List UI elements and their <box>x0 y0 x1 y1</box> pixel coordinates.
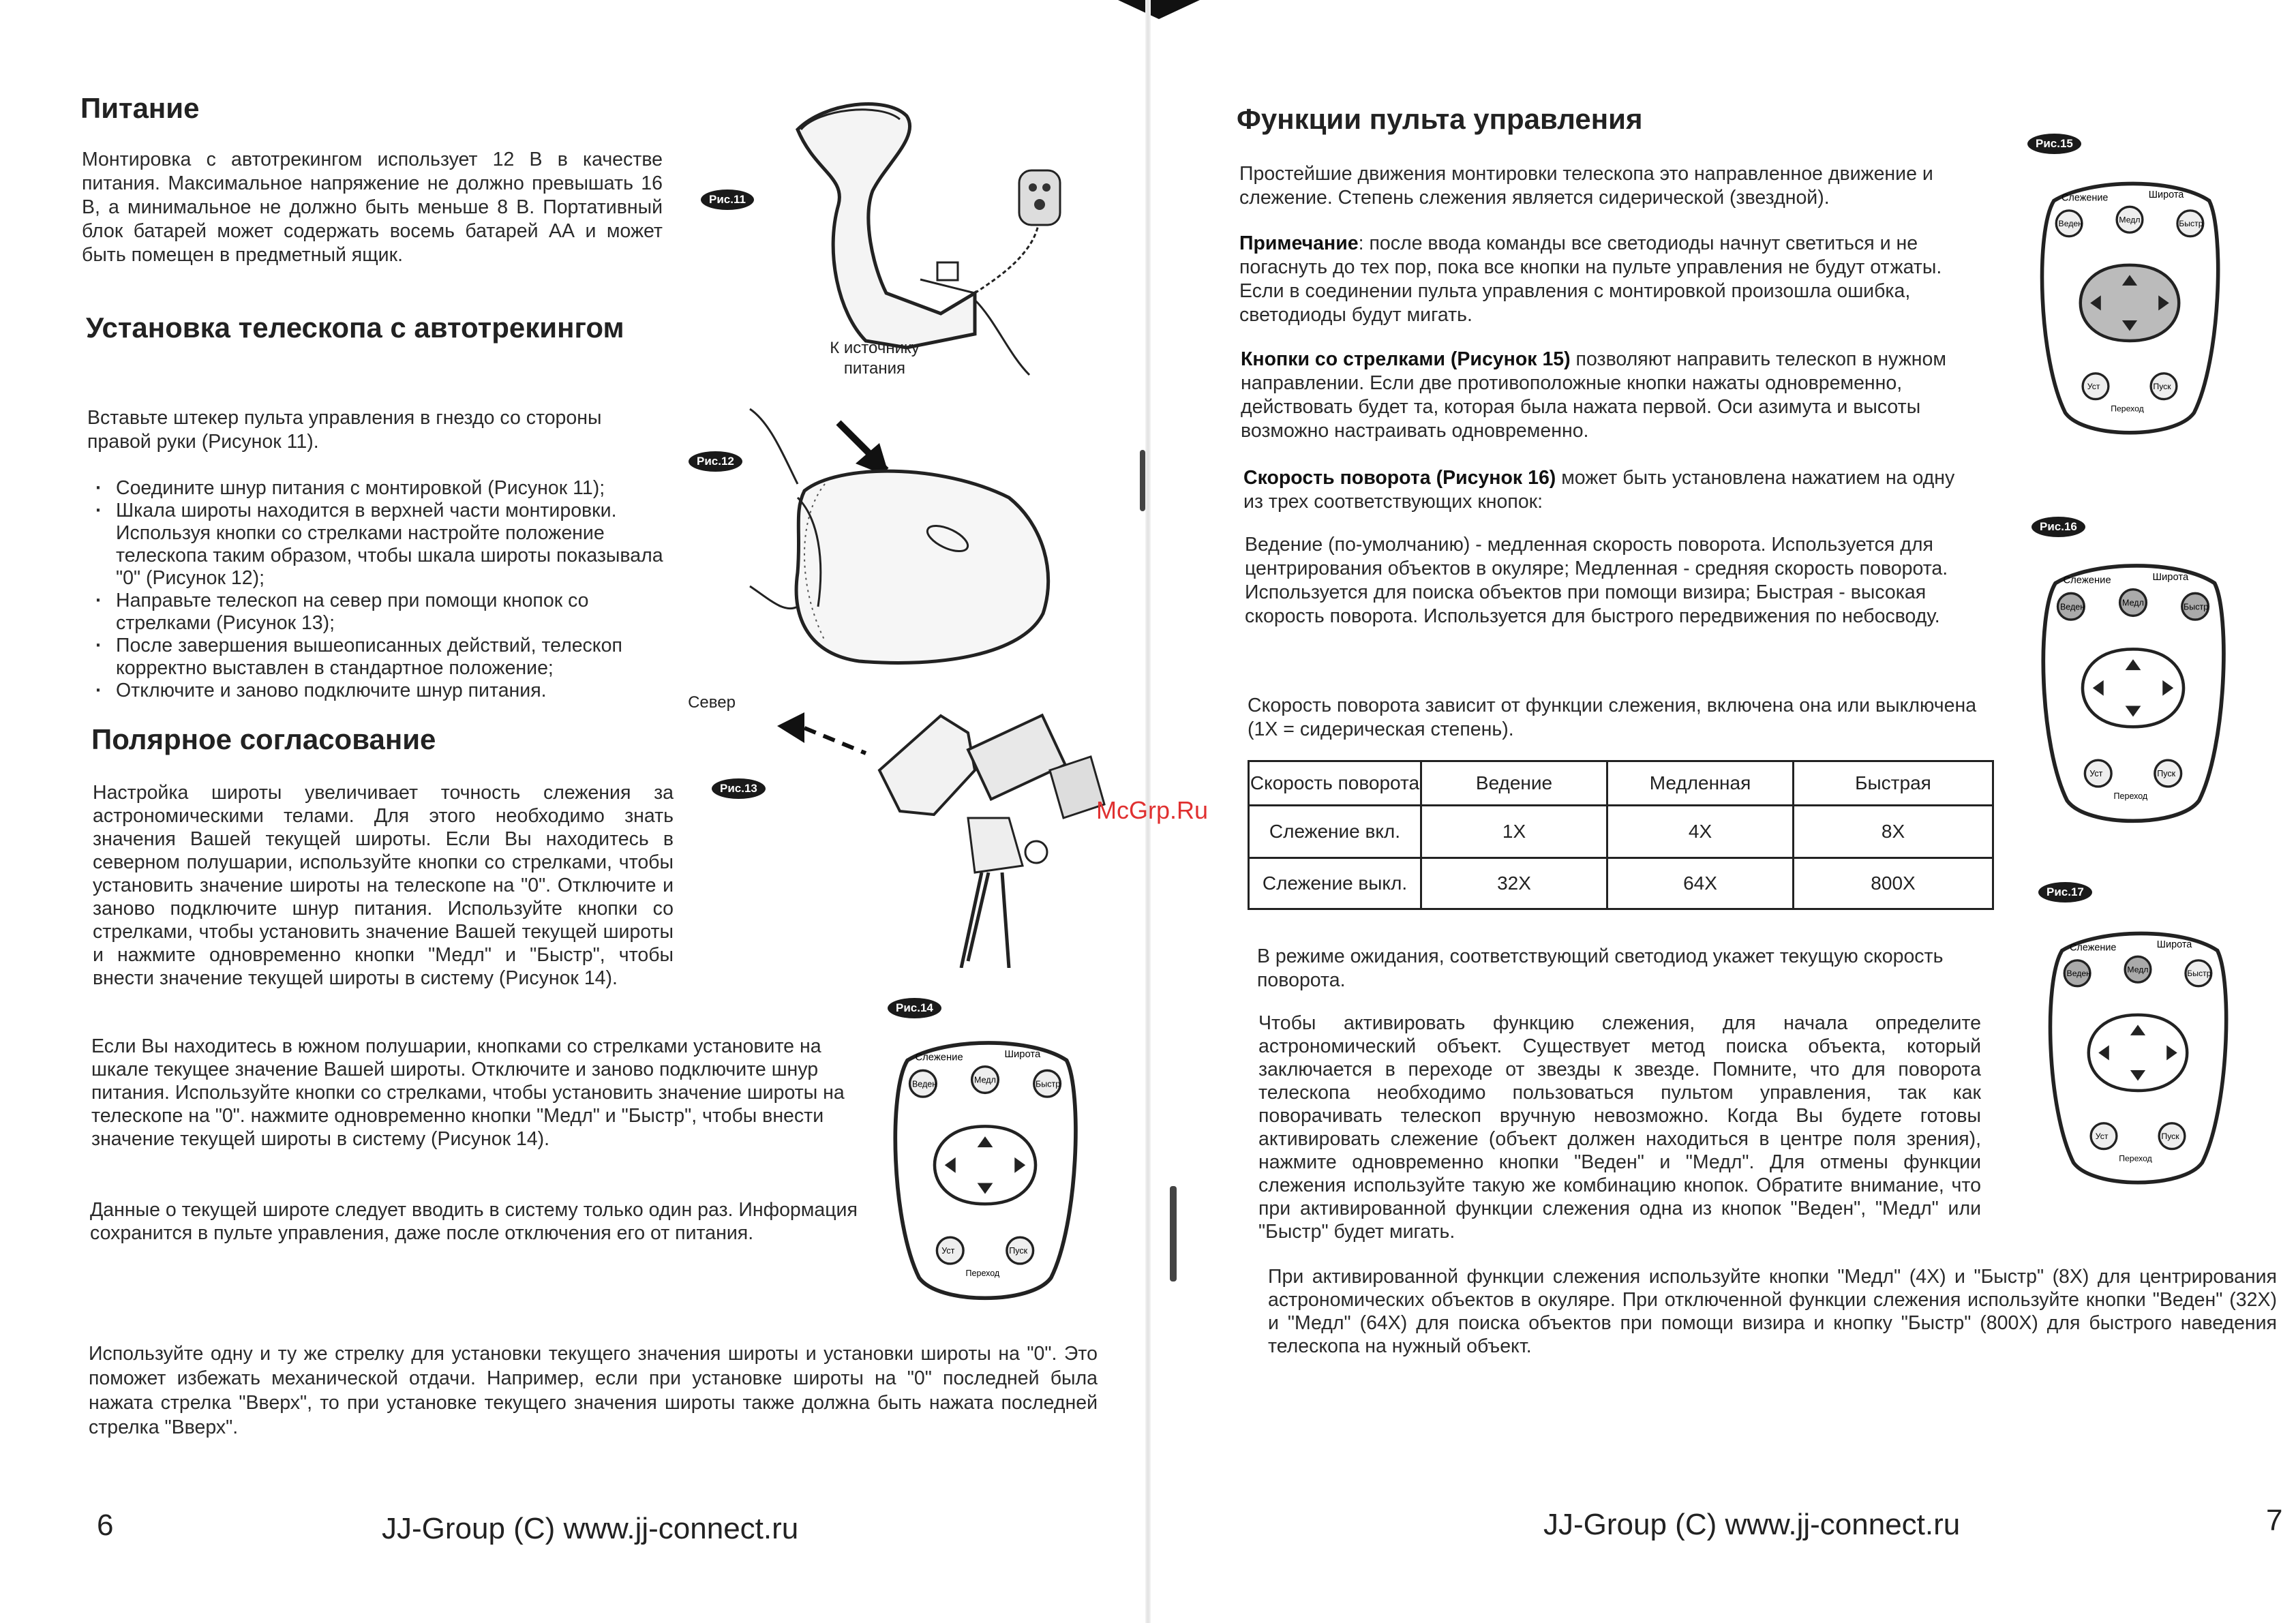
table-cell: Слежение вкл. <box>1249 806 1421 858</box>
note-label: Примечание <box>1239 232 1359 254</box>
remote-label-latitude: Широта <box>2152 572 2189 583</box>
page-number-left: 6 <box>97 1508 114 1542</box>
heading-functions: Функции пульта управления <box>1237 103 1643 135</box>
remote-button-guide: Веден <box>911 1079 937 1089</box>
footer-right: JJ-Group (C) www.jj-connect.ru <box>1543 1508 1961 1541</box>
figure-17-remote-control <box>2036 920 2240 1193</box>
remote-label-latitude: Широта <box>2156 939 2192 950</box>
remote-button-guide: Веден <box>2058 219 2083 229</box>
table-header-cell: Скорость поворота <box>1249 761 1421 806</box>
install-step: · После завершения вышеописанных действий, телескоп корректно выставлен в стандартное положение; <box>90 635 669 680</box>
remote-label-tracking: Слежение <box>915 1052 963 1063</box>
remote-button-fast: Быстр <box>2184 602 2209 612</box>
remote-button-set: Уст <box>2095 1132 2109 1142</box>
paragraph-activate: Чтобы активировать функцию слежения, для начала определите астрономический объект. Существует метод поиска объекта, который заключается в переходе от звезды к звезде. Помните, что для поворота телескопа необходимо пользоваться пультом управления, так как поворачивать телескоп вручную невозможно. Когда Вы будете готовы активировать слежение (объект должен находиться в центре поля зрения), нажмите одновременно кнопки "Веден" и "Медл". Для отмены функции слежения используйте такую же комбинацию кнопок. Обратите внимание, что при активированной функции слежения одна из кнопок "Веден", "Медл" или "Быстр" будет мигать. <box>1258 1012 1981 1243</box>
speed-label: Скорость поворота (Рисунок 16) <box>1243 467 1556 489</box>
figure-15-remote-control <box>2027 170 2232 443</box>
paragraph-polar-2: Если Вы находитесь в южном полушарии, кнопками со стрелками установите на шкале текущее значение Вашей широты. Отключите и заново подключите шнур питания. Используйте кнопки со стрелками, чтобы установить значение широты на телескопе на "0". нажмите одновременно кнопки "Медл" и "Быстр", чтобы внести значение текущей широты в систему (Рисунок 14). <box>91 1035 845 1150</box>
paragraph-power: Монтировка с автотрекингом использует 12 В в качестве питания. Максимальное напряжение не должно превышать 16 В, а минимальное не должно быть меньше 8 В. Портативный блок батарей может содержать восемь батарей АА и может быть помещен в предметный ящик. <box>82 149 663 266</box>
paragraph-speed <box>1243 466 1980 514</box>
figure-13-telescope-illustration <box>764 695 1145 968</box>
watermark: McGrp.Ru <box>1096 796 1209 824</box>
note-text: : после ввода команды все светодиоды начнут светиться и не погаснуть до тех пор, пока все кнопки на пульте управления не будут отжаты. Если в соединении пульта управления с монтировкой произошла ошибка, светодиоды будут мигать. <box>1239 232 1942 326</box>
paragraph-speeds-list: Ведение (по-умолчанию) - медленная скорость поворота. Используется для центрирования объектов в окуляре; Медленная - средняя скорость поворота. Используется для поиска объектов при помощи визира; Быстрая - высокая скорость поворота. Используется для быстрого передвижения по небосводу. <box>1245 534 1948 627</box>
table-cell: 4X <box>1607 806 1794 858</box>
remote-button-fast: Быстр <box>2187 969 2211 979</box>
remote-label-transfer: Переход <box>2111 404 2144 414</box>
figure-15-label: Рис.15 <box>2027 134 2081 154</box>
figure-12-label: Рис.12 <box>689 451 742 472</box>
remote-label-tracking: Слежение <box>2063 575 2111 586</box>
install-step: · Соедините шнур питания с монтировкой (Рисунок 11); <box>90 477 669 500</box>
remote-button-guide: Веден <box>2066 969 2091 979</box>
remote-button-fast: Быстр <box>2179 219 2203 229</box>
table-cell: 32X <box>1421 858 1607 909</box>
install-step: · Направьте телескоп на север при помощи кнопок со стрелками (Рисунок 13); <box>90 590 669 635</box>
figure-11-label: Рис.11 <box>701 189 754 210</box>
install-steps <box>90 477 669 702</box>
table-row <box>1249 858 1993 909</box>
paragraph-polar-1: Настройка широты увеличивает точность слежения за астрономическими телами. Для этого необходимо знать значения Вашей текущей широты. Если Вы находитесь в северном полушарии, используйте кнопки со стрелками, чтобы установить значение широты на телескопе на "0". Отключите и заново подключите шнур питания. Используйте кнопки со стрелками, чтобы установить значение Вашей текущей широты и нажмите одновременно кнопки "Медл" и "Быстр", чтобы внести значение текущей широты в систему (Рисунок 14). <box>93 782 674 989</box>
table-row <box>1249 806 1993 858</box>
figure-16-remote-control <box>2027 552 2239 832</box>
page-number-right: 7 <box>2266 1504 2283 1537</box>
paragraph-install: Вставьте штекер пульта управления в гнездо со стороны правой руки (Рисунок 11). <box>87 407 602 453</box>
figure-16-label: Рис.16 <box>2031 517 2085 537</box>
right-page <box>1148 0 2296 1623</box>
figure-14-remote-control <box>879 1029 1091 1309</box>
paragraph-polar-4: Используйте одну и ту же стрелку для установки текущего значения широты и установки широты на "0". Это поможет избежать механической отдачи. Например, если при установке широты на "0" последней была нажата стрелка "Вверх", то при установке текущего значения широты также должна быть нажата последней стрелка "Вверх". <box>89 1343 1098 1438</box>
footer-left: JJ-Group (C) www.jj-connect.ru <box>382 1512 799 1545</box>
arrows-label: Кнопки со стрелками (Рисунок 15) <box>1241 348 1571 370</box>
table-cell: 8X <box>1794 806 1993 858</box>
remote-button-set: Уст <box>2087 382 2100 392</box>
table-header-cell: Быстрая <box>1794 761 1993 806</box>
remote-label-tracking: Слежение <box>2061 192 2109 204</box>
install-step: · Шкала широты находится в верхней части монтировки. Используя кнопки со стрелками настройте положение телескопа таким образом, чтобы шкала широты показывала "0" (Рисунок 12); <box>90 500 669 590</box>
remote-button-start: Пуск <box>2161 1132 2179 1142</box>
remote-label-transfer: Переход <box>2119 1153 2152 1164</box>
remote-button-slow: Медл <box>2119 215 2141 225</box>
caption-north: Север <box>688 693 736 712</box>
fold-mark <box>1140 450 1145 511</box>
table-cell: Слежение выкл. <box>1249 858 1421 909</box>
intro-text: Простейшие движения монтировки телескопа это направленное движение и слежение. Степень слежения является сидерической (звездной). <box>1239 163 1933 209</box>
caption-power-source: К источнику питания <box>830 339 920 378</box>
table-header-cell: Ведение <box>1421 761 1607 806</box>
remote-label-transfer: Переход <box>965 1269 1000 1279</box>
remote-button-slow: Медл <box>2122 598 2144 608</box>
remote-button-guide: Веден <box>2059 602 2085 612</box>
install-step: · Отключите и заново подключите шнур питания. <box>90 680 669 702</box>
paragraph-depends: Скорость поворота зависит от функции слежения, включена она или выключена (1X = сидерическая степень). <box>1248 695 1977 740</box>
remote-button-slow: Медл <box>974 1075 996 1085</box>
remote-button-fast: Быстр <box>1036 1079 1061 1089</box>
arrows-text: позволяют направить телескоп в нужном направлении. Если две противоположные кнопки нажаты одновременно, действовать будет та, которая была нажата первой. Оси азимута и высоты возможно настраивать одновременно. <box>1241 348 1946 442</box>
remote-button-start: Пуск <box>2157 769 2176 779</box>
figure-12-latitude-scale-illustration <box>723 382 1077 688</box>
remote-button-start: Пуск <box>2153 382 2171 392</box>
table-cell: 64X <box>1607 858 1794 909</box>
table-header-row <box>1249 761 1993 806</box>
paragraph-polar-3: Данные о текущей широте следует вводить в систему только один раз. Информация сохранится в пульте управления, даже после отключения его от питания. <box>90 1199 858 1244</box>
paragraph-final: При активированной функции слежения используйте кнопки "Медл" (4X) и "Быстр" (8X) для центрирования астрономических объектов в окуляре. При отключенной функции слежения используйте кнопки "Веден" (32X) и "Медл" (64X) для поиска объектов при помощи визира и кнопку "Быстр" (800X) для быстрого наведения телескопа на нужный объект. <box>1268 1266 2277 1357</box>
remote-label-transfer: Переход <box>2113 791 2148 802</box>
figure-17-label: Рис.17 <box>2038 882 2092 902</box>
figure-14-label: Рис.14 <box>888 998 941 1018</box>
remote-button-set: Уст <box>941 1246 955 1256</box>
table-cell: 1X <box>1421 806 1607 858</box>
paragraph-intro <box>1239 162 1976 210</box>
remote-label-tracking: Слежение <box>2070 942 2117 954</box>
speed-table <box>1248 760 1994 910</box>
heading-install: Установка телескопа с автотрекингом <box>86 312 624 344</box>
heading-polar: Полярное согласование <box>91 723 436 755</box>
remote-button-start: Пуск <box>1009 1246 1028 1256</box>
paragraph-standby: В режиме ожидания, соответствующий светодиод укажет текущую скорость поворота. <box>1257 945 1944 991</box>
remote-button-slow: Медл <box>2127 965 2149 975</box>
figure-13-label: Рис.13 <box>712 778 766 799</box>
heading-power: Питание <box>80 92 200 124</box>
paragraph-arrows <box>1241 348 1977 443</box>
table-header-cell: Медленная <box>1607 761 1794 806</box>
paragraph-note <box>1239 232 1976 327</box>
remote-label-latitude: Широта <box>2148 189 2184 200</box>
table-cell: 800X <box>1794 858 1993 909</box>
speed-text: может быть установлена нажатием на одну из трех соответствующих кнопок: <box>1243 467 1955 513</box>
remote-label-latitude: Широта <box>1004 1049 1041 1060</box>
remote-button-set: Уст <box>2089 769 2103 779</box>
